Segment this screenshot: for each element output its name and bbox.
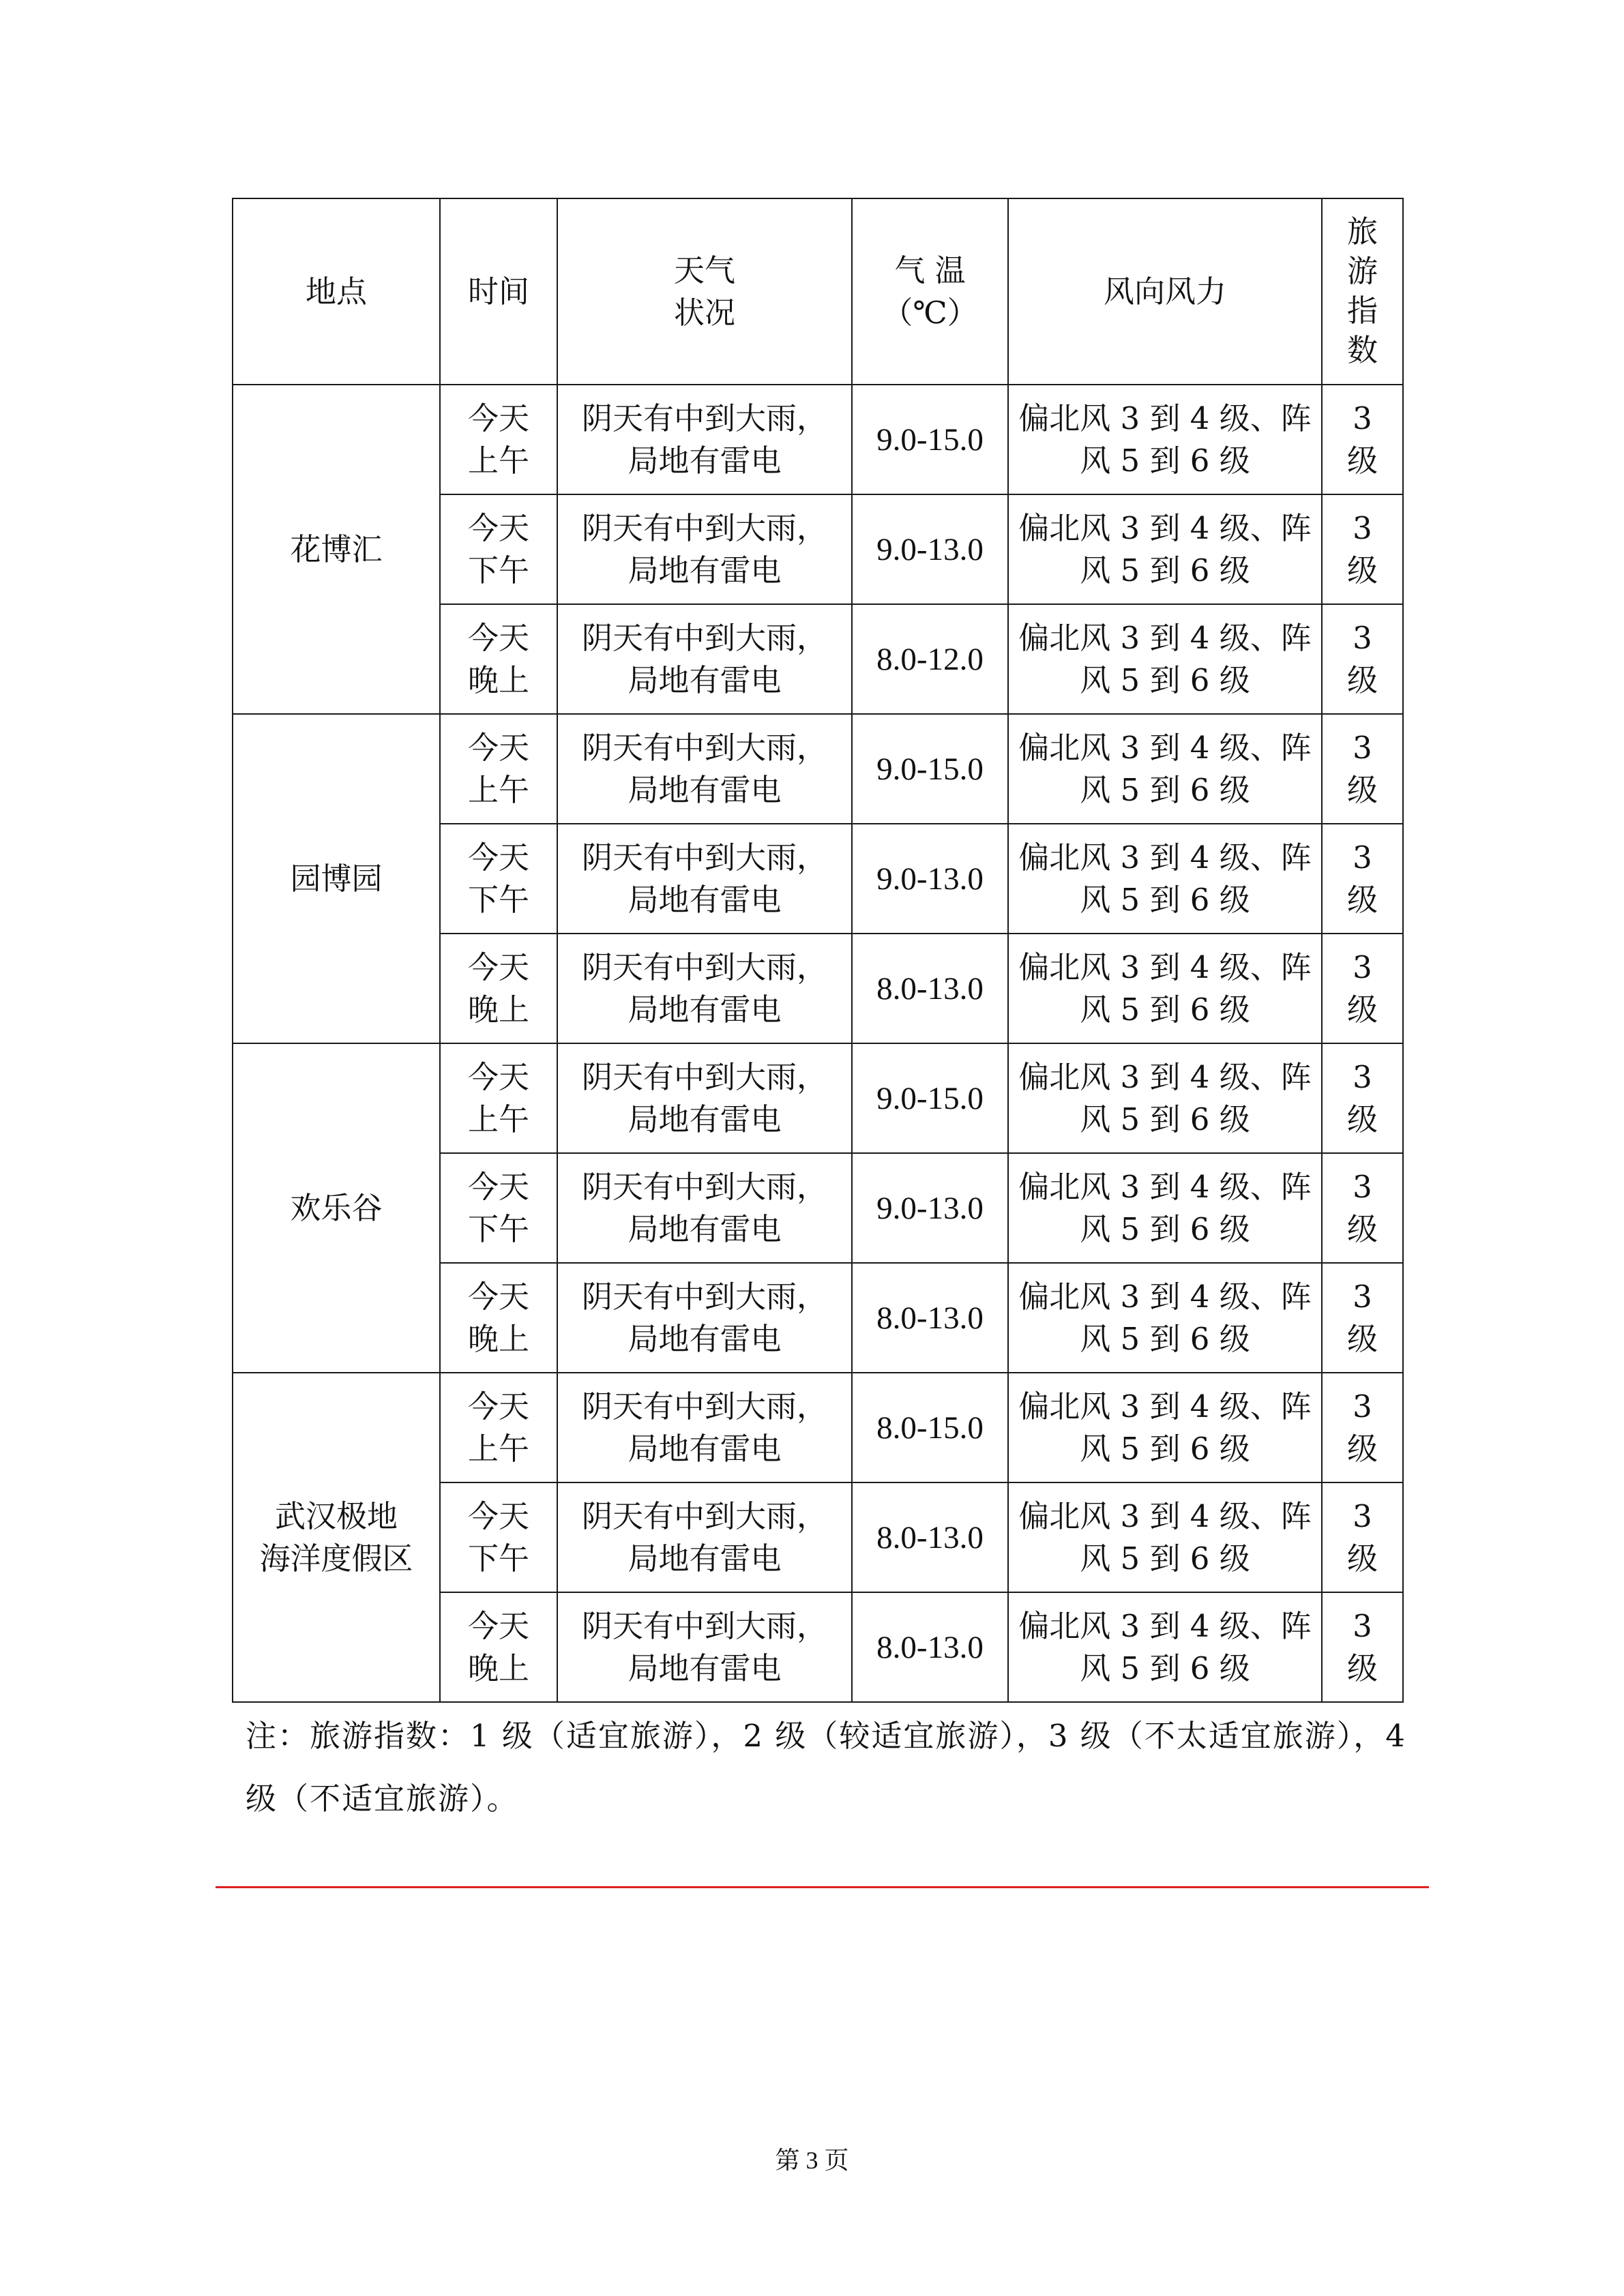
index-cell: 3 级 (1322, 824, 1403, 934)
table-row (233, 714, 1403, 824)
temperature-cell: 9.0-15.0 (852, 1043, 1008, 1153)
index-cell: 3 级 (1322, 604, 1403, 714)
temperature-cell: 9.0-13.0 (852, 494, 1008, 604)
weather-cell: 阴天有中到大雨， 局地有雷电 (557, 1482, 852, 1592)
wind-cell: 偏北风 3 到 4 级、阵 风 5 到 6 级 (1008, 714, 1322, 824)
index-cell: 3 级 (1322, 1043, 1403, 1153)
index-cell: 3 级 (1322, 1592, 1403, 1702)
weather-table (232, 198, 1404, 1703)
weather-cell: 阴天有中到大雨， 局地有雷电 (557, 824, 852, 934)
header-wind: 风向风力 (1008, 198, 1322, 385)
index-cell: 3 级 (1322, 1482, 1403, 1592)
location-cell: 欢乐谷 (233, 1043, 440, 1373)
temperature-cell: 9.0-13.0 (852, 1153, 1008, 1263)
header-row (233, 198, 1403, 385)
time-cell: 今天 上午 (440, 385, 557, 494)
wind-cell: 偏北风 3 到 4 级、阵 风 5 到 6 级 (1008, 824, 1322, 934)
red-divider (216, 1886, 1429, 1888)
time-cell: 今天 下午 (440, 824, 557, 934)
time-cell: 今天 晚上 (440, 934, 557, 1043)
header-temperature: 气 温 （℃） (852, 198, 1008, 385)
index-cell: 3 级 (1322, 714, 1403, 824)
location-cell: 花博汇 (233, 385, 440, 714)
index-cell: 3 级 (1322, 385, 1403, 494)
header-index: 旅游指数 (1322, 198, 1403, 385)
table-row (233, 1373, 1403, 1482)
header-time: 时间 (440, 198, 557, 385)
page-number: 第 3 页 (775, 2147, 849, 2174)
wind-cell: 偏北风 3 到 4 级、阵 风 5 到 6 级 (1008, 494, 1322, 604)
weather-cell: 阴天有中到大雨， 局地有雷电 (557, 385, 852, 494)
temperature-cell: 9.0-15.0 (852, 714, 1008, 824)
wind-cell: 偏北风 3 到 4 级、阵 风 5 到 6 级 (1008, 385, 1322, 494)
wind-cell: 偏北风 3 到 4 级、阵 风 5 到 6 级 (1008, 1373, 1322, 1482)
time-cell: 今天 下午 (440, 1482, 557, 1592)
location-cell: 园博园 (233, 714, 440, 1043)
index-cell: 3 级 (1322, 934, 1403, 1043)
weather-cell: 阴天有中到大雨， 局地有雷电 (557, 1043, 852, 1153)
wind-cell: 偏北风 3 到 4 级、阵 风 5 到 6 级 (1008, 1592, 1322, 1702)
time-cell: 今天 上午 (440, 1043, 557, 1153)
temperature-cell: 9.0-15.0 (852, 385, 1008, 494)
temperature-cell: 8.0-13.0 (852, 1592, 1008, 1702)
note-text: 注：旅游指数：1 级（适宜旅游），2 级（较适宜旅游），3 级（不太适宜旅游），4 级（不适宜旅游）。 (246, 1718, 1406, 1817)
weather-cell: 阴天有中到大雨， 局地有雷电 (557, 1373, 852, 1482)
weather-cell: 阴天有中到大雨， 局地有雷电 (557, 934, 852, 1043)
time-cell: 今天 下午 (440, 1153, 557, 1263)
time-cell: 今天 晚上 (440, 1592, 557, 1702)
weather-cell: 阴天有中到大雨， 局地有雷电 (557, 1153, 852, 1263)
wind-cell: 偏北风 3 到 4 级、阵 风 5 到 6 级 (1008, 934, 1322, 1043)
wind-cell: 偏北风 3 到 4 级、阵 风 5 到 6 级 (1008, 1043, 1322, 1153)
location-cell: 武汉极地 海洋度假区 (233, 1373, 440, 1702)
time-cell: 今天 晚上 (440, 1263, 557, 1373)
time-cell: 今天 上午 (440, 1373, 557, 1482)
index-cell: 3 级 (1322, 1373, 1403, 1482)
weather-cell: 阴天有中到大雨， 局地有雷电 (557, 1263, 852, 1373)
table-row (233, 385, 1403, 494)
temperature-cell: 9.0-13.0 (852, 824, 1008, 934)
header-location: 地点 (233, 198, 440, 385)
index-cell: 3 级 (1322, 494, 1403, 604)
temperature-cell: 8.0-13.0 (852, 934, 1008, 1043)
index-cell: 3 级 (1322, 1263, 1403, 1373)
weather-cell: 阴天有中到大雨， 局地有雷电 (557, 604, 852, 714)
index-cell: 3 级 (1322, 1153, 1403, 1263)
time-cell: 今天 上午 (440, 714, 557, 824)
time-cell: 今天 下午 (440, 494, 557, 604)
wind-cell: 偏北风 3 到 4 级、阵 风 5 到 6 级 (1008, 1153, 1322, 1263)
temperature-cell: 8.0-15.0 (852, 1373, 1008, 1482)
wind-cell: 偏北风 3 到 4 级、阵 风 5 到 6 级 (1008, 1482, 1322, 1592)
weather-cell: 阴天有中到大雨， 局地有雷电 (557, 714, 852, 824)
weather-cell: 阴天有中到大雨， 局地有雷电 (557, 1592, 852, 1702)
table-row (233, 1043, 1403, 1153)
temperature-cell: 8.0-12.0 (852, 604, 1008, 714)
wind-cell: 偏北风 3 到 4 级、阵 风 5 到 6 级 (1008, 604, 1322, 714)
weather-cell: 阴天有中到大雨， 局地有雷电 (557, 494, 852, 604)
header-weather: 天气 状况 (557, 198, 852, 385)
time-cell: 今天 晚上 (440, 604, 557, 714)
temperature-cell: 8.0-13.0 (852, 1263, 1008, 1373)
temperature-cell: 8.0-13.0 (852, 1482, 1008, 1592)
wind-cell: 偏北风 3 到 4 级、阵 风 5 到 6 级 (1008, 1263, 1322, 1373)
